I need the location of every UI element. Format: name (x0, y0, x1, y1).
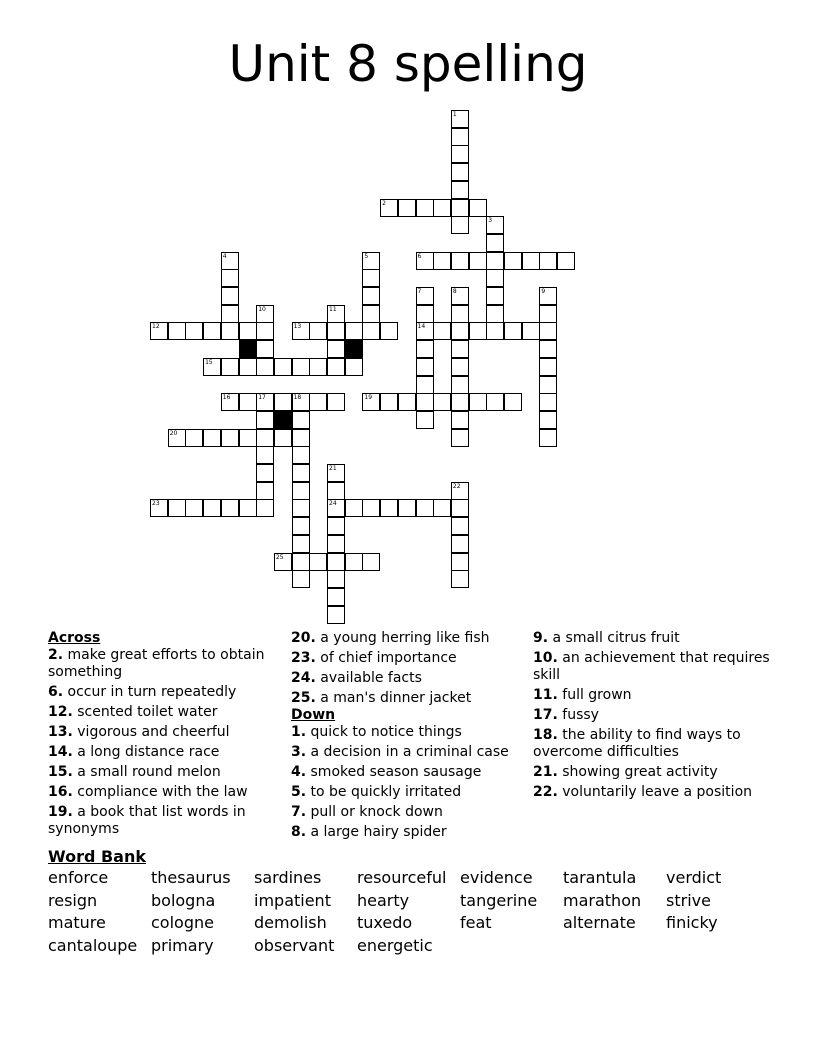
grid-cell[interactable] (416, 393, 434, 411)
word-bank-word: primary (151, 936, 214, 956)
clue-number: 25. (291, 690, 316, 706)
grid-cell[interactable] (416, 376, 434, 394)
grid-cell[interactable] (486, 216, 504, 234)
grid-cell[interactable] (345, 499, 363, 517)
grid-cell[interactable] (398, 393, 416, 411)
clue (48, 684, 280, 701)
clue-number: 22. (533, 784, 558, 800)
clue-number: 8 (452, 288, 457, 295)
grid-cell[interactable] (345, 553, 363, 571)
clue-number: 20 (169, 429, 178, 437)
grid-cell[interactable] (327, 464, 345, 482)
grid-cell[interactable] (274, 553, 292, 571)
grid-cell[interactable] (451, 499, 469, 517)
grid-cell[interactable] (239, 499, 257, 517)
grid-cell[interactable] (504, 393, 522, 411)
grid-cell[interactable] (256, 411, 274, 429)
word-bank-word: enforce (48, 868, 109, 887)
grid-block (239, 340, 257, 358)
grid-cell[interactable] (221, 358, 239, 376)
grid-cell[interactable] (185, 429, 203, 447)
grid-cell[interactable] (327, 305, 345, 323)
grid-cell[interactable] (433, 322, 451, 340)
word-bank-word: hearty (357, 890, 410, 910)
grid-cell[interactable] (292, 411, 310, 429)
grid-cell[interactable] (292, 358, 310, 376)
grid-cell[interactable] (416, 411, 434, 429)
clue-number: 24 (329, 500, 337, 508)
grid-cell[interactable] (292, 553, 310, 571)
clue-number: 11. (533, 687, 558, 703)
clue (48, 804, 280, 838)
grid-cell[interactable] (486, 287, 504, 305)
clue-text: occur in turn repeatedly (63, 684, 237, 700)
clue-text: a large hairy spider (306, 824, 447, 840)
clue-text: smoked season sausage (306, 764, 482, 780)
grid-cell[interactable] (327, 393, 345, 411)
grid-cell[interactable] (469, 393, 487, 411)
clue (291, 630, 523, 647)
grid-cell[interactable] (256, 340, 274, 358)
grid-cell[interactable] (327, 517, 345, 535)
clue-number: 5 (364, 252, 369, 260)
clue (48, 724, 280, 741)
grid-cell[interactable] (327, 606, 345, 624)
grid-cell[interactable] (504, 322, 522, 340)
grid-cell[interactable] (239, 429, 257, 447)
word-bank-word: tangerine (460, 890, 538, 910)
clue-number: 18. (533, 727, 558, 743)
clue-number: 12. (48, 704, 73, 720)
clue (291, 724, 523, 741)
grid-cell[interactable] (292, 322, 310, 340)
grid-cell[interactable] (309, 393, 327, 411)
grid-cell[interactable] (451, 553, 469, 571)
word-bank-word: cantaloupe (48, 936, 138, 956)
grid-cell[interactable] (416, 252, 434, 270)
word-bank-word: evidence (460, 868, 533, 887)
grid-cell[interactable] (203, 322, 221, 340)
grid-cell[interactable] (221, 393, 239, 411)
grid-cell[interactable] (256, 393, 274, 411)
grid-cell[interactable] (292, 446, 310, 464)
grid-cell[interactable] (451, 252, 469, 270)
clue (48, 744, 280, 761)
word-bank-word: tuxedo (357, 913, 413, 933)
grid-cell[interactable] (451, 517, 469, 535)
clue-number: 2. (48, 647, 64, 663)
grid-cell[interactable] (380, 322, 398, 340)
clue-number: 9. (533, 630, 549, 646)
clue-text: available facts (315, 670, 422, 686)
clue-text: a small citrus fruit (548, 630, 680, 646)
grid-cell[interactable] (168, 322, 186, 340)
grid-cell[interactable] (539, 340, 557, 358)
grid-cell[interactable] (433, 393, 451, 411)
clue-number: 17 (258, 394, 266, 402)
grid-cell[interactable] (239, 393, 257, 411)
word-bank-word: thesaurus (151, 868, 231, 887)
grid-cell[interactable] (469, 252, 487, 270)
clue-number: 18 (293, 394, 302, 402)
clue-number: 13. (48, 724, 73, 740)
grid-cell[interactable] (451, 482, 469, 500)
grid-cell[interactable] (539, 322, 557, 340)
grid-cell[interactable] (451, 429, 469, 447)
word-bank-word: tarantula (563, 868, 637, 887)
grid-cell[interactable] (380, 499, 398, 517)
clue-number: 17. (533, 707, 558, 723)
grid-block (274, 411, 292, 429)
clue-number: 4. (291, 764, 307, 780)
grid-cell[interactable] (380, 393, 398, 411)
grid-cell[interactable] (539, 287, 557, 305)
grid-cell[interactable] (451, 287, 469, 305)
grid-cell[interactable] (327, 588, 345, 606)
grid-cell[interactable] (239, 322, 257, 340)
word-bank-word: resourceful (357, 868, 447, 887)
clue (291, 784, 523, 801)
grid-cell[interactable] (539, 411, 557, 429)
clue-text: voluntarily leave a position (557, 784, 753, 800)
grid-cell[interactable] (256, 305, 274, 323)
grid-cell[interactable] (221, 305, 239, 323)
grid-cell[interactable] (433, 252, 451, 270)
grid-cell[interactable] (345, 322, 363, 340)
clue (291, 764, 523, 781)
grid-cell[interactable] (451, 570, 469, 588)
grid-cell[interactable] (433, 199, 451, 217)
page-title: Unit 8 spelling (228, 35, 588, 93)
grid-cell[interactable] (504, 252, 522, 270)
grid-cell[interactable] (451, 535, 469, 553)
clue-number: 25 (275, 553, 284, 561)
grid-cell[interactable] (221, 287, 239, 305)
grid-cell[interactable] (168, 499, 186, 517)
clue-number: 15. (48, 764, 73, 780)
grid-cell[interactable] (451, 216, 469, 234)
grid-cell[interactable] (398, 499, 416, 517)
grid-cell[interactable] (362, 322, 380, 340)
grid-cell[interactable] (274, 393, 292, 411)
word-bank-word: finicky (666, 913, 718, 933)
grid-cell[interactable] (327, 358, 345, 376)
clue-text: make great efforts to obtain something (48, 647, 265, 680)
clue-number: 10 (258, 305, 266, 313)
grid-cell[interactable] (292, 482, 310, 500)
clue-number: 16. (48, 784, 73, 800)
clue-number: 4 (222, 252, 227, 260)
grid-cell[interactable] (203, 499, 221, 517)
word-bank-word: impatient (254, 890, 331, 910)
grid-cell[interactable] (416, 287, 434, 305)
grid-cell[interactable] (451, 393, 469, 411)
word-bank-heading: Word Bank (48, 847, 147, 866)
word-bank-word: verdict (666, 868, 722, 887)
clue-number: 8. (291, 824, 307, 840)
clue-number: 12 (152, 323, 160, 331)
clue-text: a book that list words in synonyms (48, 804, 246, 837)
clue-number: 1 (452, 111, 457, 118)
grid-cell[interactable] (539, 252, 557, 270)
grid-cell[interactable] (309, 322, 327, 340)
word-bank-word: sardines (254, 868, 322, 887)
clue-number: 21. (533, 764, 558, 780)
clue-number: 5. (291, 784, 307, 800)
clues-column-3 (533, 630, 773, 801)
grid-cell[interactable] (256, 464, 274, 482)
grid-cell[interactable] (416, 199, 434, 217)
grid-block (345, 340, 363, 358)
word-bank-word: demolish (254, 913, 327, 933)
across-clue-list-continued (291, 630, 523, 707)
clue (291, 690, 523, 707)
grid-cell[interactable] (539, 376, 557, 394)
grid-cell[interactable] (362, 269, 380, 287)
grid-cell[interactable] (451, 110, 469, 128)
grid-cell[interactable] (168, 429, 186, 447)
clue (533, 707, 773, 724)
grid-cell[interactable] (292, 535, 310, 553)
clue (291, 824, 523, 841)
grid-cell[interactable] (292, 570, 310, 588)
across-heading: Across (48, 630, 101, 646)
grid-cell[interactable] (451, 358, 469, 376)
down-clue-list-continued (533, 630, 773, 801)
grid-cell[interactable] (292, 393, 310, 411)
grid-cell[interactable] (416, 340, 434, 358)
clue-text: a decision in a criminal case (306, 744, 509, 760)
grid-cell[interactable] (203, 429, 221, 447)
word-bank-word: bologna (151, 890, 216, 910)
clues-column-1 (48, 630, 280, 838)
clue-number: 10. (533, 650, 558, 666)
clue-number: 9 (541, 288, 546, 295)
clue-text: full grown (557, 687, 632, 703)
grid-cell[interactable] (362, 252, 380, 270)
grid-cell[interactable] (380, 199, 398, 217)
clue (533, 727, 773, 761)
word-bank-word: energetic (357, 936, 433, 956)
grid-cell[interactable] (451, 181, 469, 199)
grid-cell[interactable] (486, 269, 504, 287)
grid-cell[interactable] (539, 358, 557, 376)
clue-number: 23 (152, 500, 160, 508)
word-bank-word: strive (666, 890, 711, 910)
grid-cell[interactable] (486, 322, 504, 340)
grid-cell[interactable] (416, 305, 434, 323)
grid-cell[interactable] (522, 252, 540, 270)
grid-cell[interactable] (203, 358, 221, 376)
clue-text: a small round melon (72, 764, 221, 780)
clue-text: a young herring like fish (315, 630, 490, 646)
clue (533, 764, 773, 781)
word-bank-word: marathon (563, 890, 642, 910)
clue (533, 784, 773, 801)
grid-cell[interactable] (362, 305, 380, 323)
grid-cell[interactable] (327, 553, 345, 571)
grid-cell[interactable] (221, 252, 239, 270)
grid-cell[interactable] (292, 464, 310, 482)
grid-cell[interactable] (256, 482, 274, 500)
grid-cell[interactable] (416, 322, 434, 340)
grid-cell[interactable] (433, 499, 451, 517)
clue-text: fussy (557, 707, 599, 723)
grid-cell[interactable] (362, 499, 380, 517)
clue-text: pull or knock down (306, 804, 443, 820)
word-bank-word: feat (460, 913, 492, 933)
grid-cell[interactable] (451, 145, 469, 163)
grid-cell[interactable] (451, 322, 469, 340)
clue-number: 15 (205, 358, 213, 366)
grid-cell[interactable] (256, 358, 274, 376)
grid-cell[interactable] (486, 305, 504, 323)
clue-number: 2 (382, 199, 386, 207)
clue-text: a long distance race (72, 744, 220, 760)
clue-number: 11 (329, 305, 337, 313)
word-bank-word: resign (48, 890, 98, 910)
clue-text: showing great activity (557, 764, 718, 780)
word-bank-word: cologne (151, 913, 214, 933)
grid-cell[interactable] (451, 305, 469, 323)
grid-cell[interactable] (451, 340, 469, 358)
grid-cell[interactable] (327, 535, 345, 553)
clue (48, 784, 280, 801)
clue (291, 744, 523, 761)
grid-cell[interactable] (451, 128, 469, 146)
grid-cell[interactable] (274, 429, 292, 447)
clue (291, 804, 523, 821)
grid-cell[interactable] (274, 358, 292, 376)
grid-cell[interactable] (185, 499, 203, 517)
word-bank-word: observant (254, 936, 335, 956)
grid-cell[interactable] (292, 517, 310, 535)
grid-cell[interactable] (150, 499, 168, 517)
clue-number: 3 (488, 217, 493, 225)
grid-cell[interactable] (327, 322, 345, 340)
grid-cell[interactable] (398, 199, 416, 217)
clue-number: 1. (291, 724, 307, 740)
grid-cell[interactable] (539, 393, 557, 411)
grid-cell[interactable] (362, 393, 380, 411)
clue-text: quick to notice things (306, 724, 462, 740)
grid-cell[interactable] (327, 570, 345, 588)
grid-cell[interactable] (221, 429, 239, 447)
grid-cell[interactable] (451, 163, 469, 181)
grid-cell[interactable] (416, 499, 434, 517)
clue (533, 687, 773, 704)
grid-cell[interactable] (327, 482, 345, 500)
grid-cell[interactable] (292, 429, 310, 447)
clue-number: 7. (291, 804, 307, 820)
clue-text: compliance with the law (72, 784, 248, 800)
clue-text: the ability to find ways to overcome difficulties (533, 727, 741, 760)
clue-number: 23. (291, 650, 316, 666)
clue (48, 764, 280, 781)
grid-cell[interactable] (292, 499, 310, 517)
grid-cell[interactable] (239, 358, 257, 376)
clue-number: 13 (293, 323, 302, 331)
clue (533, 650, 773, 684)
clue-text: an achievement that requires skill (533, 650, 770, 683)
clue-number: 21 (329, 465, 337, 472)
clue-number: 19 (364, 394, 373, 402)
grid-cell[interactable] (185, 322, 203, 340)
clue-number: 7 (417, 288, 422, 295)
grid-cell[interactable] (469, 199, 487, 217)
clue-number: 6. (48, 684, 64, 700)
grid-cell[interactable] (522, 322, 540, 340)
clue-number: 22 (452, 482, 461, 490)
grid-cell[interactable] (539, 429, 557, 447)
grid-cell[interactable] (539, 305, 557, 323)
across-clue-list (48, 647, 280, 838)
clue-number: 16 (222, 394, 231, 402)
clue (291, 650, 523, 667)
word-bank-word: alternate (563, 913, 636, 933)
clue-number: 14. (48, 744, 73, 760)
grid-cell[interactable] (221, 269, 239, 287)
clue (48, 647, 280, 681)
grid-cell[interactable] (256, 499, 274, 517)
grid-cell[interactable] (309, 553, 327, 571)
grid-cell[interactable] (256, 446, 274, 464)
clues-column-2 (291, 630, 523, 841)
clue-text: scented toilet water (72, 704, 218, 720)
grid-cell[interactable] (362, 553, 380, 571)
grid-cell[interactable] (486, 252, 504, 270)
clue-text: a man's dinner jacket (315, 690, 472, 706)
grid-cell[interactable] (327, 499, 345, 517)
clue-number: 24. (291, 670, 316, 686)
clue-number: 3. (291, 744, 307, 760)
grid-cell[interactable] (451, 199, 469, 217)
clue-number: 6 (417, 252, 422, 260)
grid-cell[interactable] (345, 358, 363, 376)
clue-number: 19. (48, 804, 73, 820)
grid-cell[interactable] (327, 340, 345, 358)
clue (291, 670, 523, 687)
word-bank-word: mature (48, 913, 106, 933)
clue-number: 14 (417, 323, 426, 331)
grid-cell[interactable] (451, 411, 469, 429)
down-clue-list (291, 724, 523, 841)
clue-text: of chief importance (315, 650, 457, 666)
clue (48, 704, 280, 721)
grid-cell[interactable] (221, 499, 239, 517)
clue-text: to be quickly irritated (306, 784, 462, 800)
grid-cell[interactable] (309, 358, 327, 376)
grid-cell[interactable] (256, 322, 274, 340)
grid-cell[interactable] (362, 287, 380, 305)
grid-cell[interactable] (469, 322, 487, 340)
grid-cell[interactable] (486, 393, 504, 411)
clue (533, 630, 773, 647)
grid-cell[interactable] (221, 322, 239, 340)
down-heading: Down (291, 707, 336, 723)
grid-cell[interactable] (256, 429, 274, 447)
grid-cell[interactable] (150, 322, 168, 340)
grid-cell[interactable] (416, 358, 434, 376)
grid-cell[interactable] (557, 252, 575, 270)
grid-cell[interactable] (451, 376, 469, 394)
clue-number: 20. (291, 630, 316, 646)
clue-text: vigorous and cheerful (72, 724, 230, 740)
grid-cell[interactable] (486, 234, 504, 252)
